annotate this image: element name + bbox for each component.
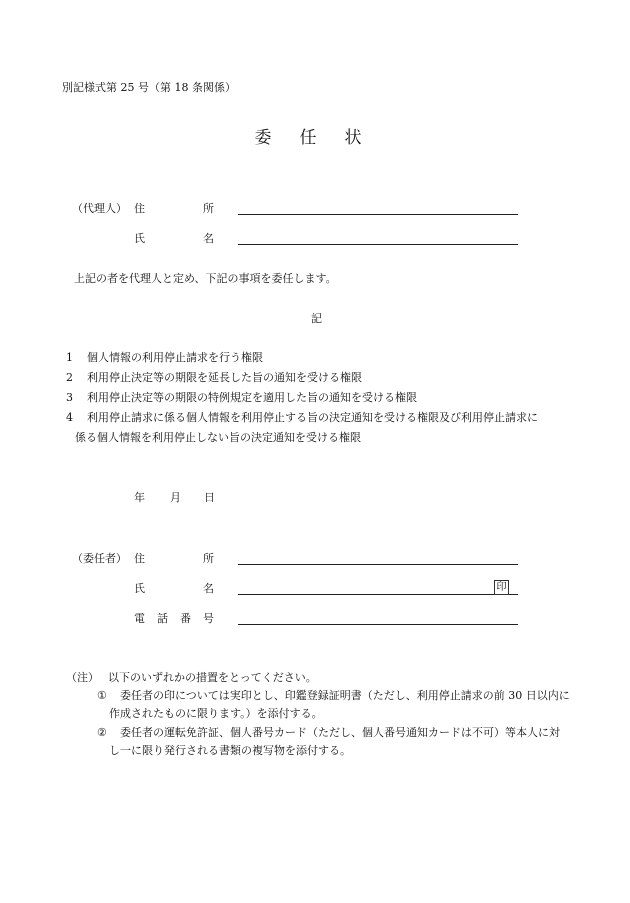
item-number: 1 [66, 351, 73, 364]
delegation-statement: 上記の者を代理人と定め、下記の事項を委任します。 [74, 272, 337, 285]
item-number: 4 [66, 411, 73, 424]
principal-address-label: 住 所 [134, 552, 214, 565]
seal-mark: 印 [494, 580, 509, 595]
item-text: 利用停止決定等の期限の特例規定を適用した旨の通知を受ける権限 [87, 391, 417, 404]
note-label: （注） [66, 671, 99, 684]
item-text: 利用停止請求に係る個人情報を利用停止する旨の決定通知を受ける権限及び利用停止請求に [87, 411, 538, 424]
item-text: 個人情報の利用停止請求を行う権限 [87, 351, 263, 364]
item-number: 3 [66, 391, 73, 404]
ki-heading: 記 [311, 312, 322, 325]
principal-phone-label: 電 話 番 号 [134, 612, 214, 625]
date-day-label: 日 [204, 491, 215, 504]
note-text-continuation: 作成されたものに限ります。）を添付する。 [109, 707, 323, 720]
document-title: 委任状 [254, 128, 390, 148]
form-reference: 別記様式第 25 号（第 18 条関係） [62, 81, 236, 94]
note-text: 委任者の運転免許証、個人番号カード（ただし、個人番号通知カードは不可）等本人に対 [120, 726, 560, 739]
agent-role-label: （代理人） [72, 202, 127, 215]
item-text: 利用停止決定等の期限を延長した旨の通知を受ける権限 [87, 371, 362, 384]
agent-address-label: 住 所 [134, 202, 214, 215]
principal-address-field[interactable] [238, 564, 518, 565]
note-text-continuation: し一に限り発行される書類の複写物を添付する。 [109, 744, 351, 757]
principal-role-label: （委任者） [72, 552, 127, 565]
principal-name-label: 氏 名 [134, 582, 214, 595]
date-year-label: 年 [134, 491, 145, 504]
date-month-label: 月 [170, 491, 181, 504]
note-mark: ② [97, 726, 107, 739]
principal-phone-field[interactable] [238, 624, 518, 625]
principal-name-field[interactable] [238, 594, 518, 595]
agent-address-field[interactable] [238, 214, 518, 215]
note-mark: ① [97, 689, 107, 702]
agent-name-label: 氏 名 [134, 232, 214, 245]
item-number: 2 [66, 371, 73, 384]
note-text: 委任者の印については実印とし、印鑑登録証明書（ただし、利用停止請求の前 30 日以内に [120, 689, 570, 702]
agent-name-field[interactable] [238, 244, 518, 245]
note-lead: 以下のいずれかの措置をとってください。 [108, 671, 317, 684]
item-text-continuation: 係る個人情報を利用停止しない旨の決定通知を受ける権限 [75, 431, 361, 444]
